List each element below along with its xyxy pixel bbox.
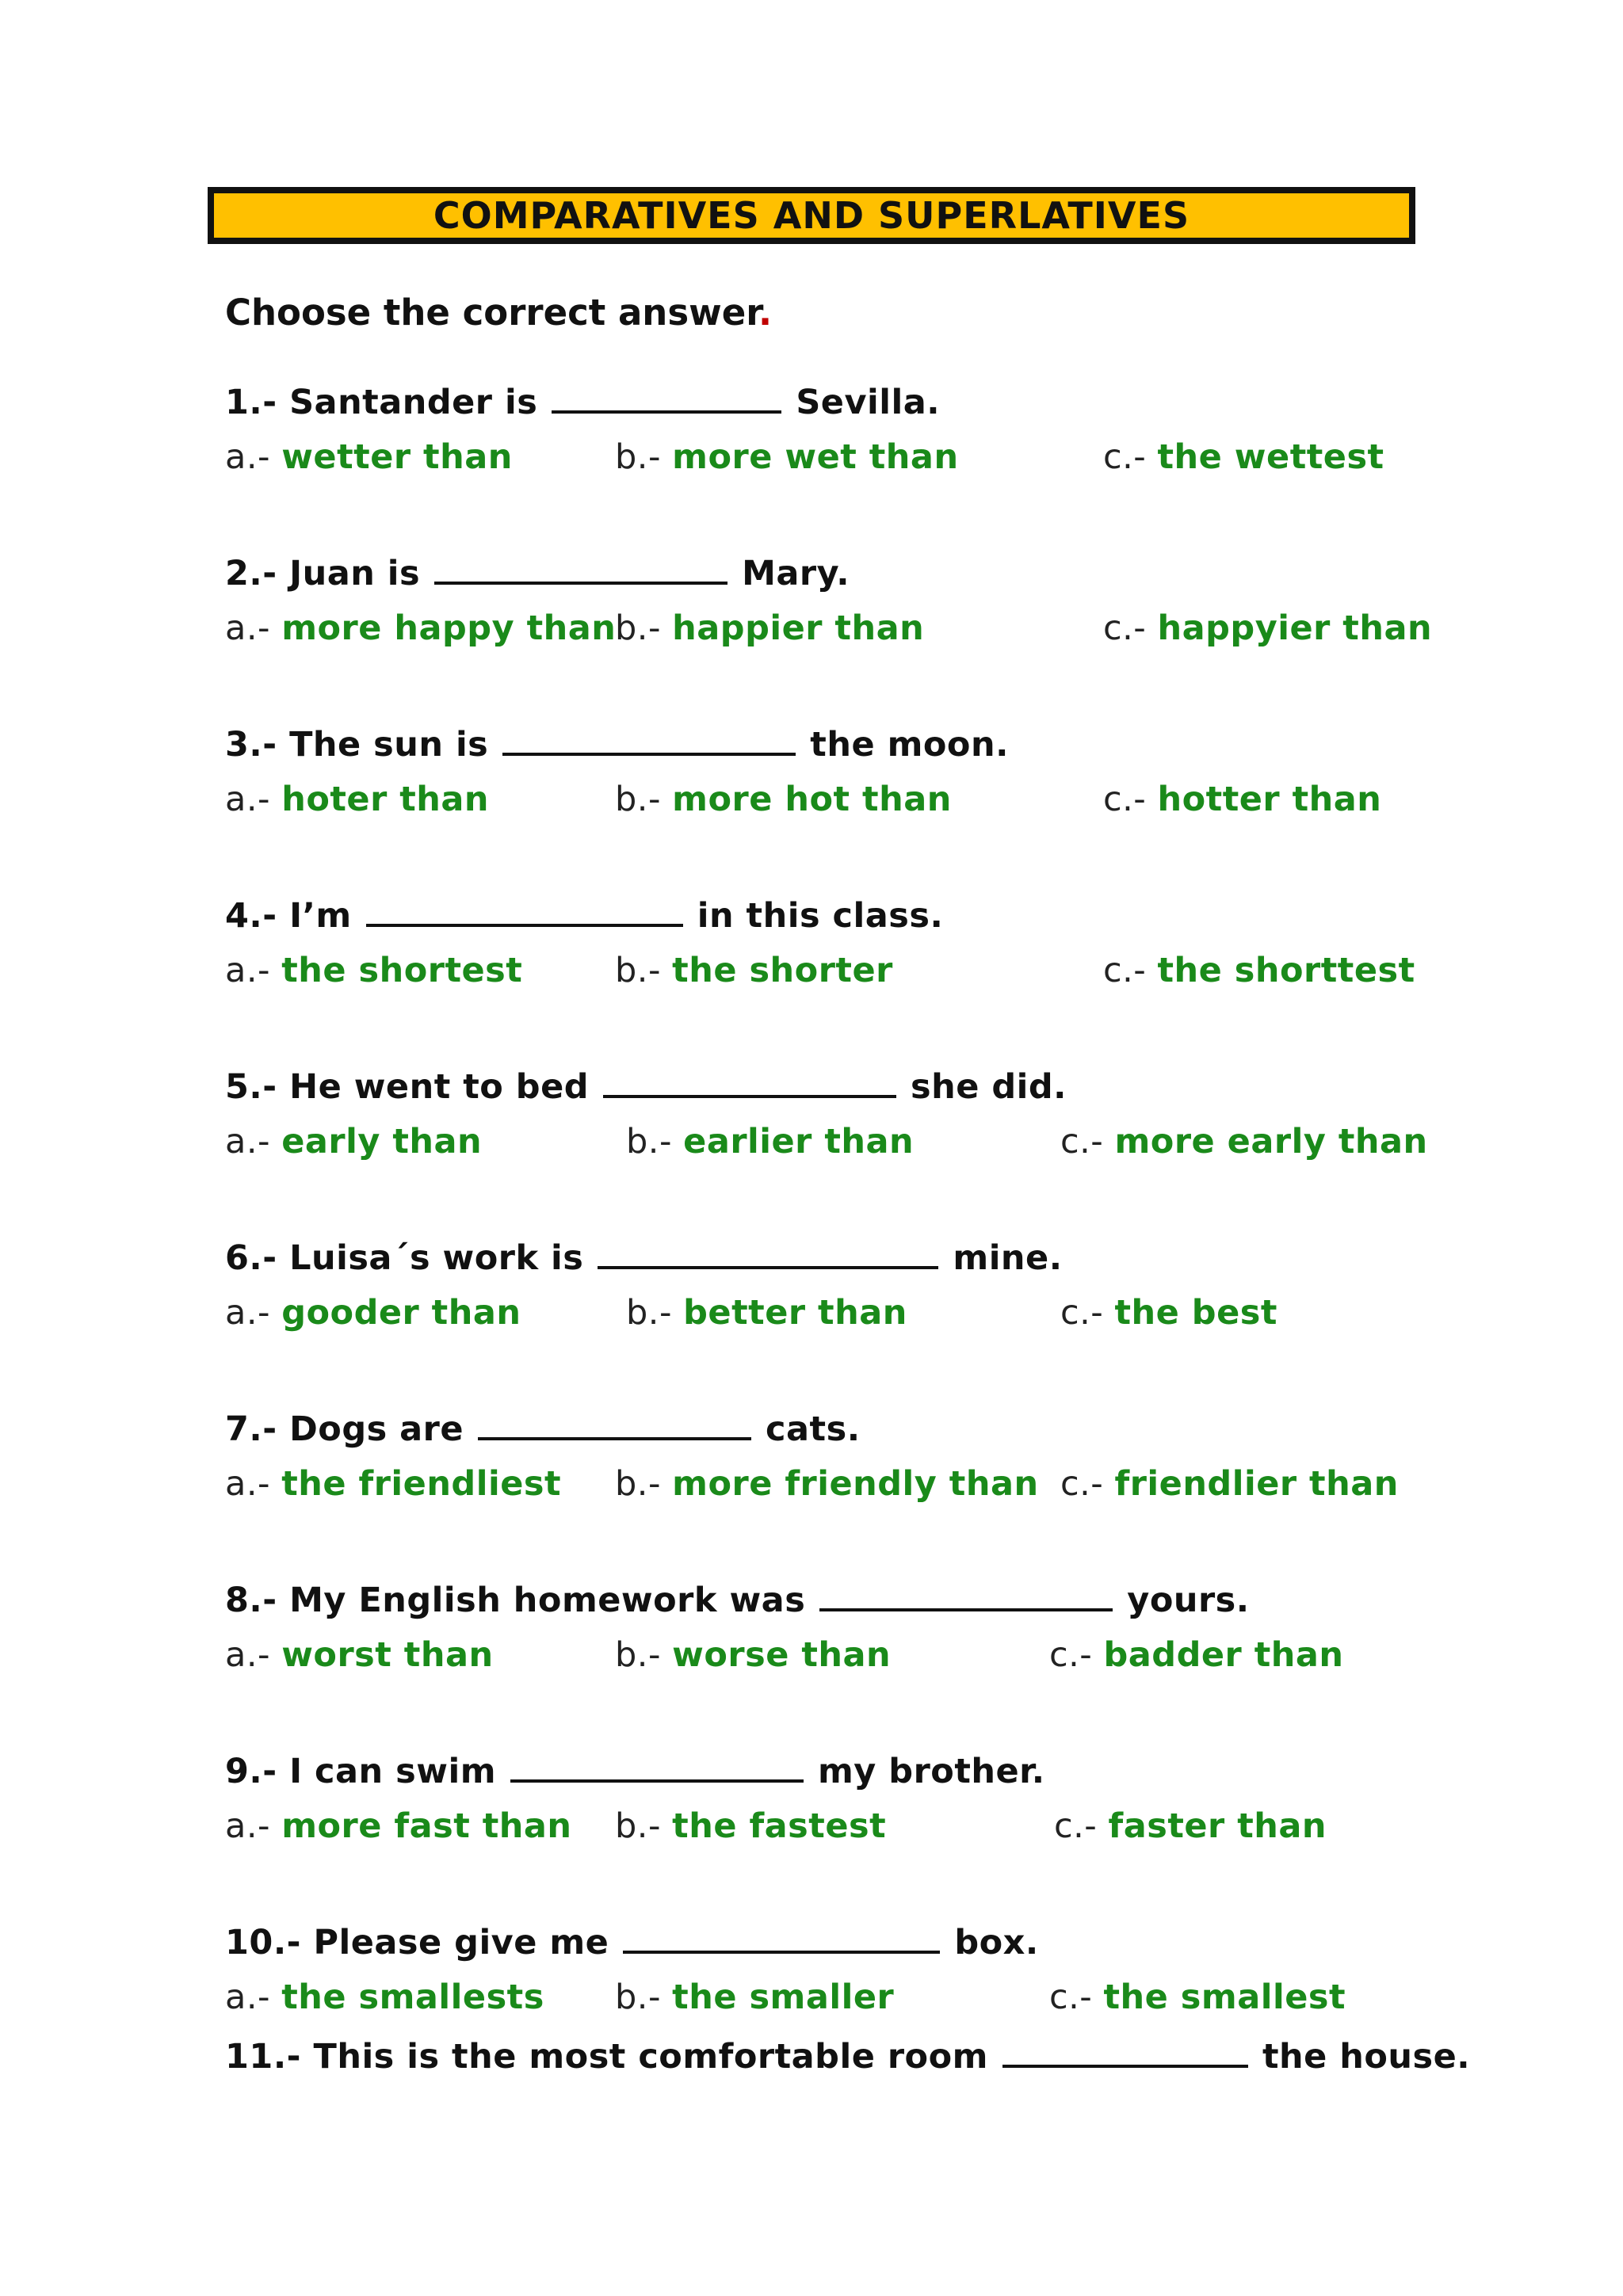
question-number: 4.- — [225, 896, 290, 936]
option-1-a[interactable] — [225, 437, 513, 477]
option-4-c[interactable] — [1103, 951, 1415, 990]
option-text: more happy than — [281, 608, 617, 648]
option-text: wetter than — [281, 437, 513, 477]
question-8 — [225, 1578, 1250, 1620]
option-letter: a.- — [225, 1806, 282, 1846]
option-text: the wettest — [1157, 437, 1384, 477]
option-text: the best — [1114, 1293, 1277, 1333]
option-text: better than — [683, 1293, 907, 1333]
question-text-before: Please give me — [313, 1923, 609, 1962]
question-text-after: the moon. — [810, 725, 1009, 765]
option-letter: a.- — [225, 780, 282, 819]
option-text: badder than — [1103, 1635, 1344, 1675]
answer-blank[interactable] — [552, 380, 781, 414]
option-9-c[interactable] — [1054, 1806, 1327, 1846]
question-10 — [225, 1920, 1039, 1962]
option-6-b[interactable] — [626, 1293, 907, 1333]
option-text: happyier than — [1157, 608, 1433, 648]
question-text-after: my brother. — [818, 1752, 1045, 1791]
option-letter: b.- — [615, 1978, 673, 2017]
option-text: friendlier than — [1114, 1464, 1399, 1504]
option-letter: a.- — [225, 1293, 282, 1333]
option-10-a[interactable] — [225, 1978, 544, 2017]
question-text-before: Santander is — [289, 383, 538, 422]
option-letter: a.- — [225, 437, 282, 477]
question-text-before: This is the most comfortable room — [313, 2037, 988, 2077]
instruction — [225, 292, 772, 334]
option-letter: b.- — [615, 780, 673, 819]
question-1 — [225, 380, 940, 422]
answer-blank[interactable] — [598, 1236, 938, 1269]
question-text-after: mine. — [953, 1238, 1063, 1278]
option-text: earlier than — [683, 1122, 915, 1161]
question-text-after: cats. — [766, 1409, 861, 1449]
option-4-b[interactable] — [615, 951, 893, 990]
question-number: 6.- — [225, 1238, 290, 1278]
option-4-a[interactable] — [225, 951, 522, 990]
worksheet-title — [208, 187, 1415, 244]
option-text: the smallest — [1103, 1978, 1346, 2017]
instruction-period: . — [758, 292, 773, 334]
option-letter: c.- — [1060, 1293, 1115, 1333]
question-text-after: Mary. — [742, 554, 850, 593]
option-letter: c.- — [1054, 1806, 1109, 1846]
option-10-c[interactable] — [1049, 1978, 1346, 2017]
option-letter: a.- — [225, 608, 282, 648]
option-5-c[interactable] — [1060, 1122, 1428, 1161]
option-text: the smaller — [672, 1978, 895, 2017]
option-text: the smallests — [281, 1978, 544, 2017]
option-text: more early than — [1114, 1122, 1428, 1161]
option-3-a[interactable] — [225, 780, 489, 819]
question-text-before: Luisa´s work is — [289, 1238, 584, 1278]
question-text-before: Dogs are — [289, 1409, 464, 1449]
option-5-b[interactable] — [626, 1122, 914, 1161]
option-9-b[interactable] — [615, 1806, 886, 1846]
option-text: gooder than — [281, 1293, 521, 1333]
option-text: hotter than — [1157, 780, 1382, 819]
question-number: 1.- — [225, 383, 290, 422]
question-number: 9.- — [225, 1752, 290, 1791]
instruction-text: Choose the correct answer — [225, 292, 759, 334]
option-letter: a.- — [225, 1122, 282, 1161]
option-1-c[interactable] — [1103, 437, 1384, 477]
option-text: hoter than — [281, 780, 490, 819]
option-letter: a.- — [225, 1635, 282, 1675]
option-9-a[interactable] — [225, 1806, 572, 1846]
question-text-after: box. — [954, 1923, 1039, 1962]
answer-blank[interactable] — [478, 1407, 751, 1440]
option-letter: b.- — [615, 1806, 673, 1846]
option-10-b[interactable] — [615, 1978, 894, 2017]
question-number: 8.- — [225, 1581, 290, 1620]
option-2-a[interactable] — [225, 608, 616, 648]
answer-blank[interactable] — [819, 1578, 1113, 1611]
question-text-before: I can swim — [289, 1752, 496, 1791]
option-2-b[interactable] — [615, 608, 924, 648]
question-6 — [225, 1236, 1063, 1278]
answer-blank[interactable] — [1002, 2035, 1248, 2068]
question-number: 5.- — [225, 1067, 290, 1107]
option-letter: c.- — [1103, 951, 1158, 990]
question-9 — [225, 1749, 1045, 1791]
answer-blank[interactable] — [502, 723, 796, 756]
option-text: the friendliest — [281, 1464, 562, 1504]
question-text-before: The sun is — [289, 725, 489, 765]
option-letter: b.- — [615, 1464, 673, 1504]
option-text: worst than — [281, 1635, 494, 1675]
option-text: the fastest — [672, 1806, 887, 1846]
option-text: more friendly than — [672, 1464, 1039, 1504]
option-letter: a.- — [225, 1978, 282, 2017]
option-letter: c.- — [1060, 1122, 1115, 1161]
option-letter: a.- — [225, 951, 282, 990]
option-6-c[interactable] — [1060, 1293, 1277, 1333]
option-2-c[interactable] — [1103, 608, 1432, 648]
option-letter: b.- — [615, 1635, 673, 1675]
option-text: happier than — [672, 608, 925, 648]
option-text: more fast than — [281, 1806, 572, 1846]
option-8-c[interactable] — [1049, 1635, 1344, 1675]
option-text: early than — [281, 1122, 483, 1161]
option-letter: b.- — [615, 608, 673, 648]
question-text-after: Sevilla. — [796, 383, 941, 422]
option-8-b[interactable] — [615, 1635, 891, 1675]
question-text-after: she did. — [911, 1067, 1067, 1107]
option-text: more hot than — [672, 780, 952, 819]
option-text: the shortest — [281, 951, 523, 990]
question-text-before: Juan is — [289, 554, 421, 593]
answer-blank[interactable] — [366, 894, 683, 927]
option-text: faster than — [1108, 1806, 1327, 1846]
answer-blank[interactable] — [603, 1065, 896, 1098]
question-5 — [225, 1065, 1067, 1107]
option-text: the shorttest — [1157, 951, 1415, 990]
option-letter: c.- — [1060, 1464, 1115, 1504]
option-6-a[interactable] — [225, 1293, 521, 1333]
option-letter: c.- — [1049, 1635, 1104, 1675]
option-letter: c.- — [1103, 780, 1158, 819]
question-11 — [225, 2035, 1470, 2077]
option-7-b[interactable] — [615, 1464, 1039, 1504]
question-number: 2.- — [225, 554, 290, 593]
option-letter: c.- — [1103, 437, 1158, 477]
question-number: 7.- — [225, 1409, 290, 1449]
option-letter: b.- — [615, 951, 673, 990]
option-7-c[interactable] — [1060, 1464, 1399, 1504]
question-number: 10.- — [225, 1923, 314, 1962]
option-3-c[interactable] — [1103, 780, 1381, 819]
answer-blank[interactable] — [510, 1749, 804, 1783]
question-3 — [225, 723, 1009, 765]
question-2 — [225, 551, 850, 593]
question-text-after: yours. — [1127, 1581, 1250, 1620]
answer-blank[interactable] — [434, 551, 727, 585]
question-7 — [225, 1407, 861, 1449]
option-letter: c.- — [1049, 1978, 1104, 2017]
question-text-after: the house. — [1262, 2037, 1471, 2077]
option-text: the shorter — [672, 951, 893, 990]
worksheet-title-text: COMPARATIVES AND SUPERLATIVES — [433, 194, 1190, 237]
question-text-before: He went to bed — [289, 1067, 590, 1107]
question-4 — [225, 894, 943, 936]
option-1-b[interactable] — [615, 437, 959, 477]
answer-blank[interactable] — [623, 1920, 940, 1954]
option-8-a[interactable] — [225, 1635, 494, 1675]
option-text: more wet than — [672, 437, 959, 477]
option-letter: b.- — [626, 1293, 684, 1333]
option-letter: c.- — [1103, 608, 1158, 648]
option-letter: a.- — [225, 1464, 282, 1504]
question-text-before: I’m — [289, 896, 352, 936]
option-3-b[interactable] — [615, 780, 952, 819]
option-text: worse than — [672, 1635, 892, 1675]
option-7-a[interactable] — [225, 1464, 561, 1504]
option-letter: b.- — [615, 437, 673, 477]
question-text-before: My English homework was — [289, 1581, 806, 1620]
option-5-a[interactable] — [225, 1122, 482, 1161]
question-text-after: in this class. — [697, 896, 944, 936]
option-letter: b.- — [626, 1122, 684, 1161]
question-number: 11.- — [225, 2037, 314, 2077]
question-number: 3.- — [225, 725, 290, 765]
